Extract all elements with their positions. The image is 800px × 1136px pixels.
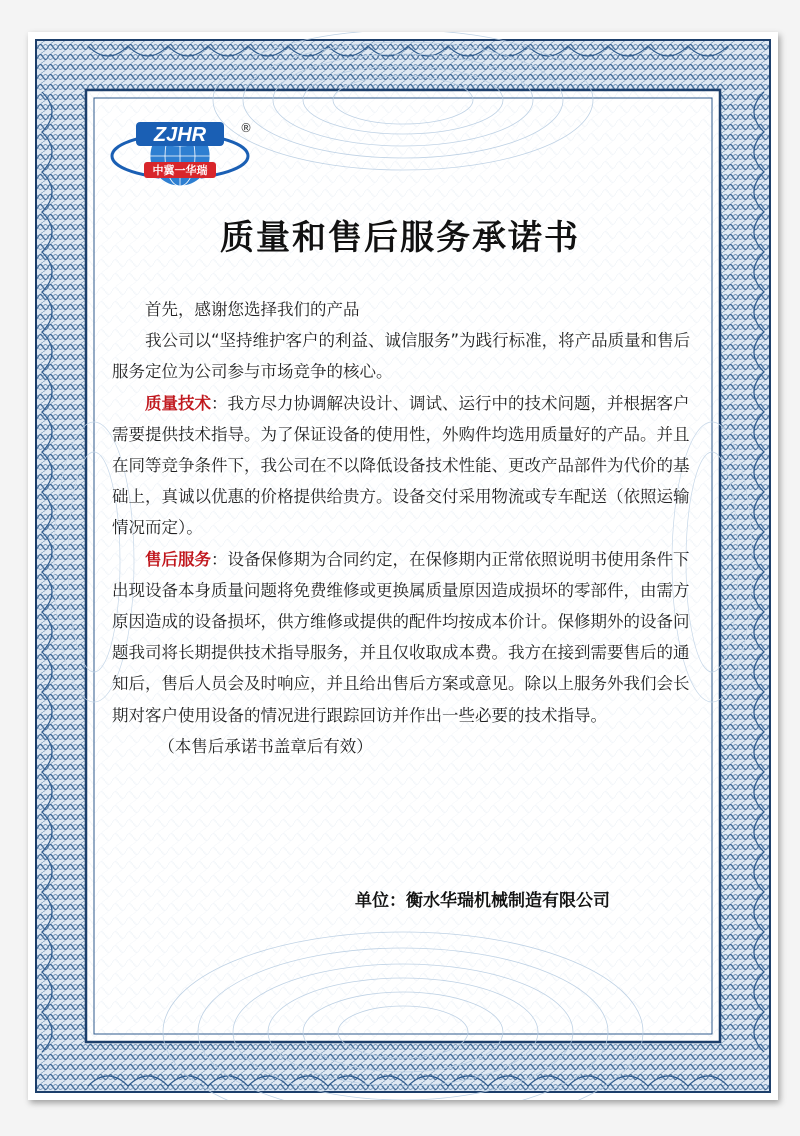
quality-paragraph (112, 388, 692, 544)
registered-mark: ® (240, 121, 252, 135)
document-title: 质量和售后服务承诺书 (220, 218, 580, 258)
greeting-paragraph: 首先，感谢您选择我们的产品 (145, 300, 360, 319)
service-text: ：设备保修期为合同约定，在保修期内正常依照说明书使用条件下出现设备本身质量问题将免费维修或更换属质量原因造成损坏的零部件，由需方原因造成的设备损坏，供方维修或提供的配件均按成本价计。保修期外的设备问题我司将长期提供技术指导服务，并且仅收取成本费。我方在接到需要售后的通知后，售后人员会及时响应，并且给出售后方案或意见。除以上服务外我们会长期对客户使用设备的情况进行跟踪回访并作出一些必要的技术指导。 (112, 549, 690, 725)
quality-label: 质量技术 (145, 393, 211, 413)
intro-paragraph: 我公司以“坚持维护客户的利益、诚信服务”为践行标准，将产品质量和售后服务定位为公司参与市场竞争的核心。 (112, 331, 691, 382)
logo-subtitle: 中冀一华瑞 (152, 164, 208, 177)
document-body (112, 294, 692, 762)
quality-text: ：我方尽力协调解决设计、调试、运行中的技术问题，并根据客户需要提供技术指导。为了保证设备的使用性，外购件均选用质量好的产品。并且在同等竞争条件下，我公司在不以降低设备技术性能、更改产品部件为代价的基础上，真诚以优惠的价格提供给贵方。设备交付采用物流或专车配送（依照运输情况而定）。 (112, 393, 690, 538)
service-label: 售后服务 (145, 549, 211, 569)
service-paragraph (112, 544, 692, 731)
globe-logo-icon (108, 114, 258, 194)
closing-note: （本售后承诺书盖章后有效） (158, 736, 373, 756)
logo-text: ZJHR (153, 124, 207, 146)
company-signature: 单位：衡水华瑞机械制造有限公司 (355, 891, 610, 911)
